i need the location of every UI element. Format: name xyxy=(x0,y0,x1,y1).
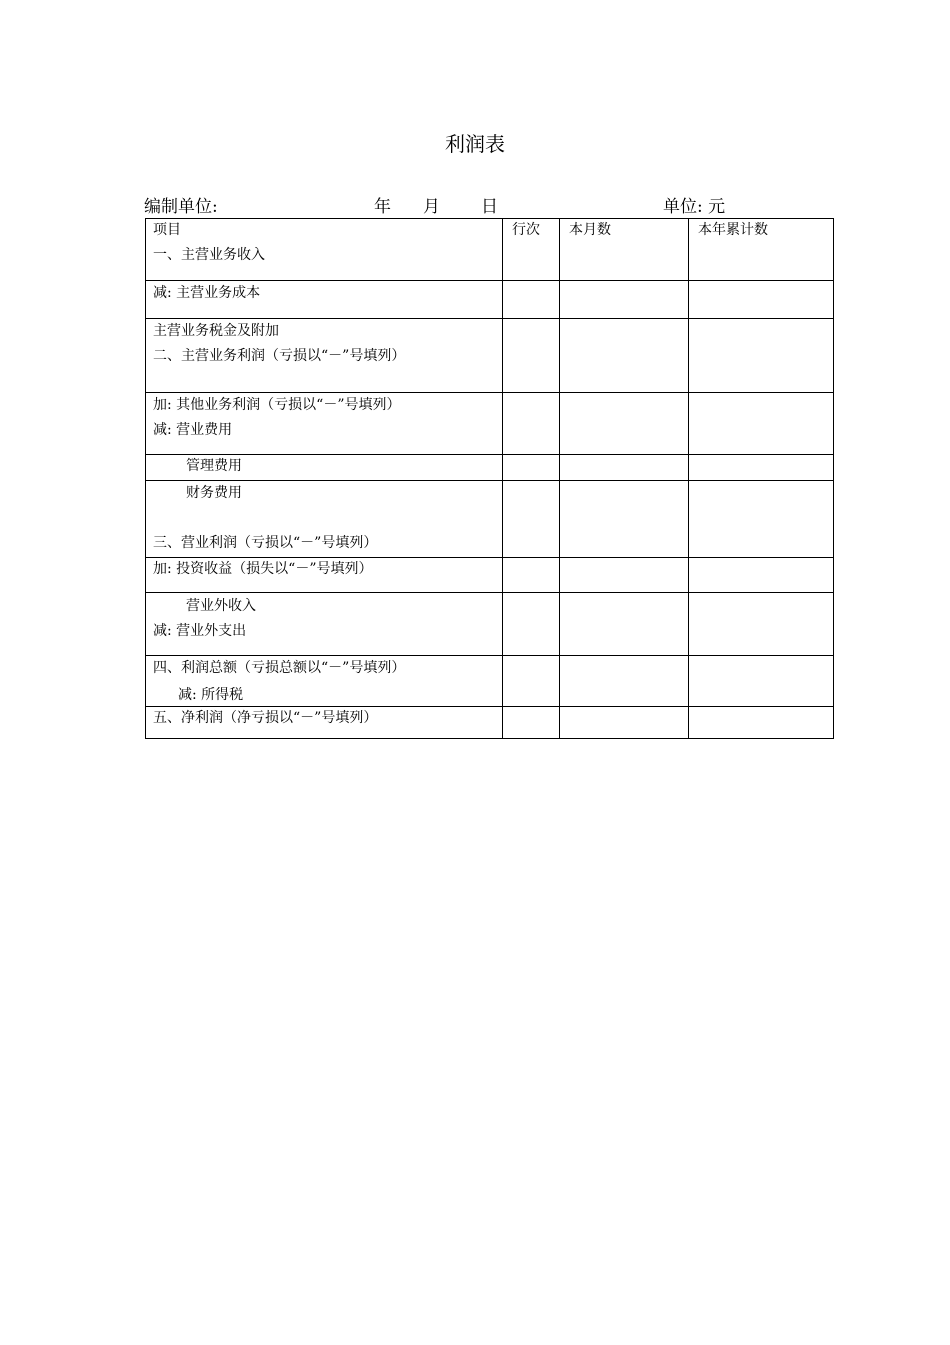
this-month-cell xyxy=(560,707,689,739)
item-cell xyxy=(146,656,503,707)
year-label: 年 xyxy=(374,197,391,217)
item-cell xyxy=(146,593,503,656)
row-number-cell xyxy=(503,707,560,739)
item-cell xyxy=(146,707,503,739)
table-row xyxy=(146,656,834,707)
this-month-cell xyxy=(560,455,689,481)
month-label: 月 xyxy=(423,197,440,217)
row-number-cell xyxy=(503,455,560,481)
this-month-cell xyxy=(560,656,689,707)
item-cell xyxy=(146,219,503,281)
this-month-cell xyxy=(560,558,689,593)
row-label: 三、营业利润（亏损以“－”号填列） xyxy=(153,535,378,551)
page-title: 利润表 xyxy=(445,132,505,156)
row-label: 减: 所得税 xyxy=(178,687,244,703)
table-row xyxy=(146,455,834,481)
row-number-cell xyxy=(503,219,560,281)
row-label: 主营业务税金及附加 xyxy=(153,323,279,339)
row-label: 减: 主营业务成本 xyxy=(153,285,261,301)
row-number-cell xyxy=(503,558,560,593)
row-label: 四、利润总额（亏损总额以“－”号填列） xyxy=(153,660,406,676)
this-month-cell xyxy=(560,481,689,558)
ytd-cell xyxy=(689,481,834,558)
column-header-this-month: 本月数 xyxy=(569,222,611,238)
table-row xyxy=(146,481,834,558)
table-row xyxy=(146,707,834,739)
row-number-cell xyxy=(503,656,560,707)
column-header-row-number: 行次 xyxy=(512,222,540,238)
currency-unit-label: 单位: 元 xyxy=(663,197,726,217)
row-label: 减: 营业费用 xyxy=(153,422,233,438)
row-label: 管理费用 xyxy=(186,458,242,474)
ytd-cell xyxy=(689,656,834,707)
day-label: 日 xyxy=(481,197,498,217)
row-number-cell xyxy=(503,393,560,455)
item-cell xyxy=(146,319,503,393)
ytd-cell xyxy=(689,558,834,593)
ytd-cell xyxy=(689,281,834,319)
ytd-cell xyxy=(689,219,834,281)
table-row xyxy=(146,281,834,319)
item-cell xyxy=(146,281,503,319)
ytd-cell xyxy=(689,707,834,739)
ytd-cell xyxy=(689,593,834,656)
item-cell xyxy=(146,481,503,558)
this-month-cell xyxy=(560,393,689,455)
ytd-cell xyxy=(689,455,834,481)
this-month-cell xyxy=(560,319,689,393)
row-number-cell xyxy=(503,319,560,393)
item-cell xyxy=(146,455,503,481)
row-label: 五、净利润（净亏损以“－”号填列） xyxy=(153,710,378,726)
compiling-unit-label: 编制单位: xyxy=(144,197,218,217)
table-row xyxy=(146,319,834,393)
row-label: 二、主营业务利润（亏损以“－”号填列） xyxy=(153,348,406,364)
column-header-ytd: 本年累计数 xyxy=(698,222,768,238)
row-label: 营业外收入 xyxy=(186,598,256,614)
table-row xyxy=(146,219,834,281)
income-statement-table xyxy=(145,218,834,739)
this-month-cell xyxy=(560,281,689,319)
table-row xyxy=(146,393,834,455)
row-label: 一、主营业务收入 xyxy=(153,247,265,263)
item-cell xyxy=(146,558,503,593)
this-month-cell xyxy=(560,219,689,281)
table-row xyxy=(146,593,834,656)
row-label: 加: 投资收益（损失以“－”号填列） xyxy=(153,561,373,577)
row-label: 加: 其他业务利润（亏损以“－”号填列） xyxy=(153,397,401,413)
ytd-cell xyxy=(689,319,834,393)
row-label: 减: 营业外支出 xyxy=(153,623,247,639)
item-cell xyxy=(146,393,503,455)
row-number-cell xyxy=(503,281,560,319)
row-label: 财务费用 xyxy=(186,485,242,501)
row-number-cell xyxy=(503,593,560,656)
this-month-cell xyxy=(560,593,689,656)
ytd-cell xyxy=(689,393,834,455)
table-row xyxy=(146,558,834,593)
row-number-cell xyxy=(503,481,560,558)
column-header-item: 项目 xyxy=(153,222,181,238)
